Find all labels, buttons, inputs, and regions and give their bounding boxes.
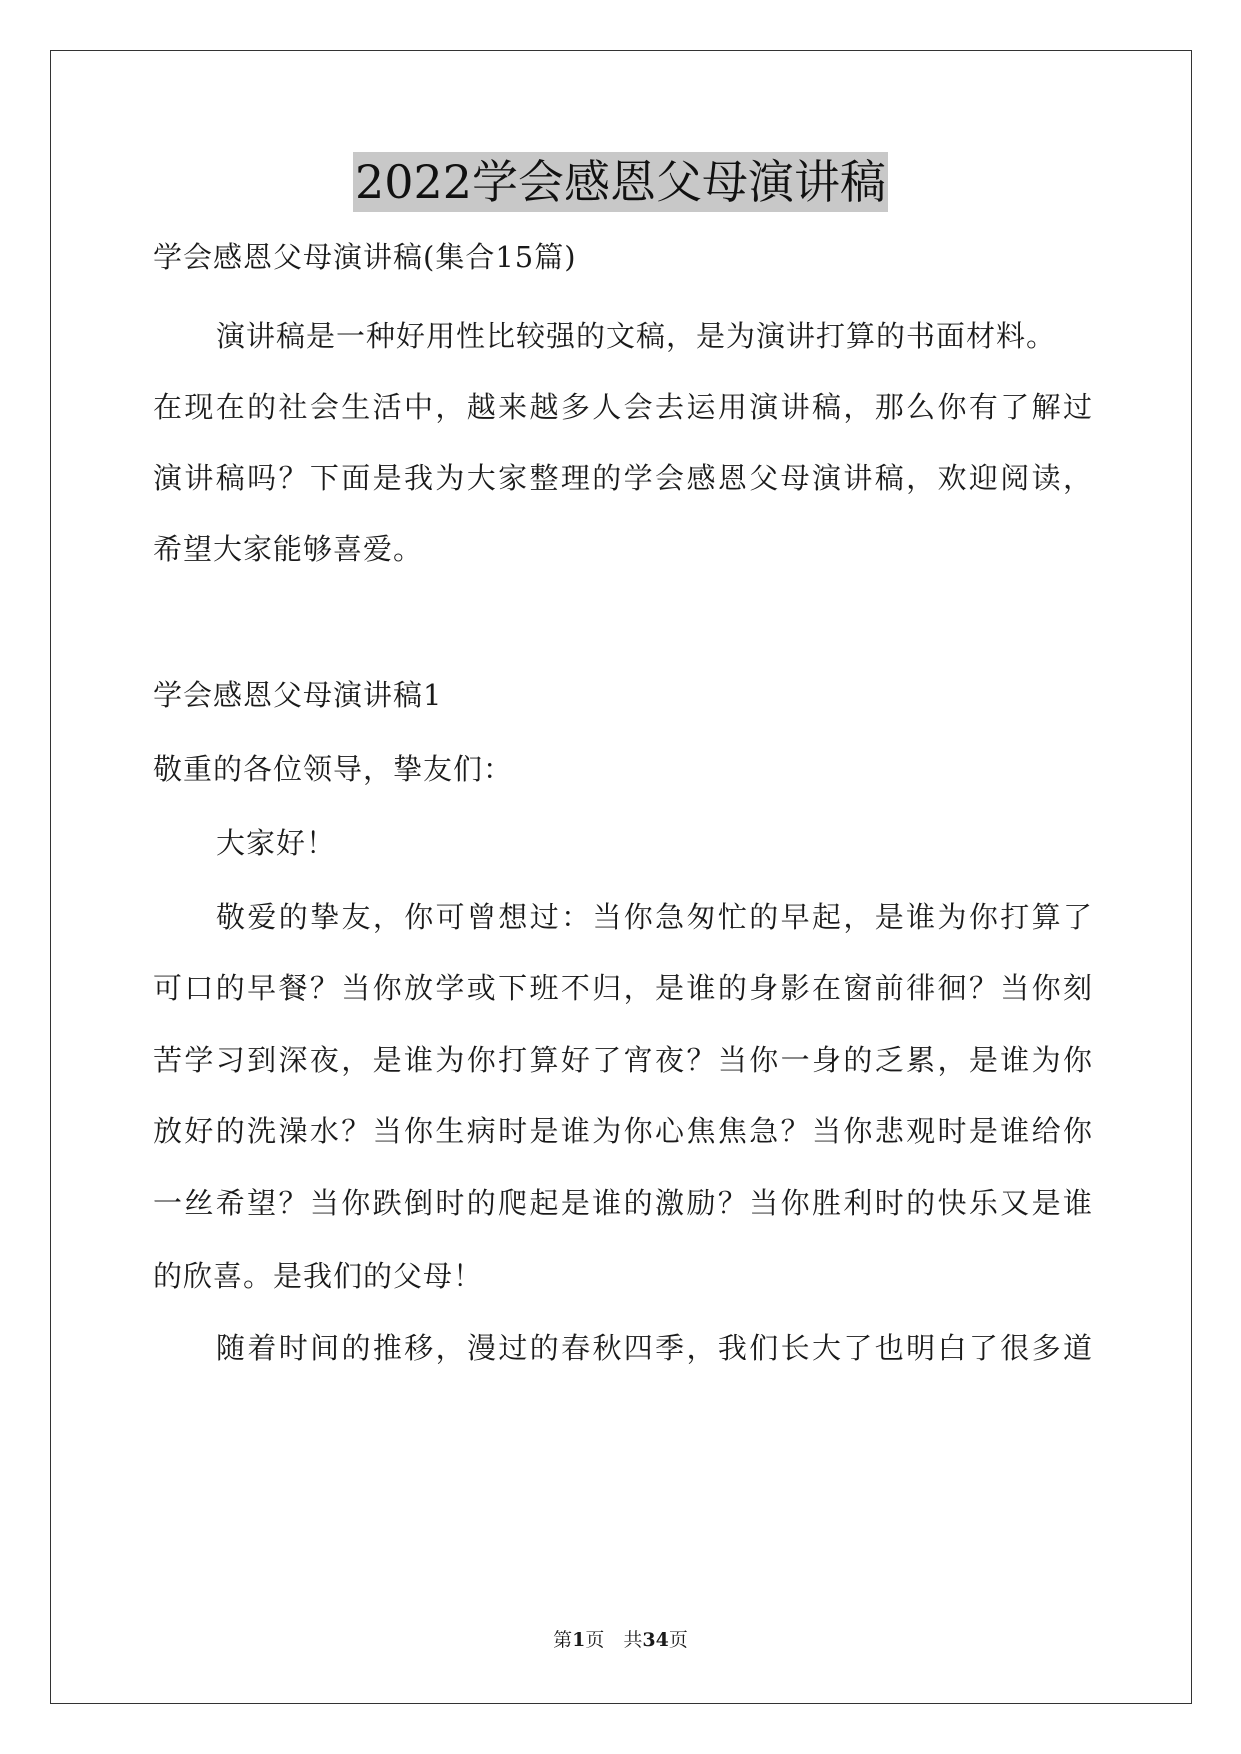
- title-container: [0, 152, 1241, 212]
- salutation-line: 敬重的各位领导，挚友们：: [153, 752, 514, 786]
- document-title: 2022学会感恩父母演讲稿: [353, 152, 888, 212]
- total-page-number: 34: [642, 1629, 669, 1651]
- page-border: [50, 50, 1192, 1704]
- paragraph-line: 演讲稿吗？下面是我为大家整理的学会感恩父母演讲稿，欢迎阅读，: [153, 461, 1093, 495]
- paragraph-line: 希望大家能够喜爱。: [153, 532, 424, 566]
- current-page-number: 1: [572, 1629, 586, 1651]
- footer-mid: 页 共: [585, 1629, 643, 1651]
- footer-suffix: 页: [668, 1629, 688, 1651]
- paragraph-line: 苦学习到深夜，是谁为你打算好了宵夜？当你一身的乏累，是谁为你: [153, 1043, 1093, 1077]
- subtitle-line: 学会感恩父母演讲稿(集合15篇): [153, 240, 577, 274]
- page-footer: [0, 1628, 1241, 1652]
- paragraph-line: 随着时间的推移，漫过的春秋四季，我们长大了也明白了很多道: [216, 1331, 1093, 1365]
- greeting-line: 大家好！: [216, 826, 337, 860]
- section-heading: 学会感恩父母演讲稿1: [153, 678, 443, 712]
- paragraph-line: 敬爱的挚友，你可曾想过：当你急匆忙的早起，是谁为你打算了: [216, 900, 1093, 934]
- paragraph-line: 放好的洗澡水？当你生病时是谁为你心焦焦急？当你悲观时是谁给你: [153, 1114, 1093, 1148]
- paragraph-line: 在现在的社会生活中，越来越多人会去运用演讲稿，那么你有了解过: [153, 390, 1093, 424]
- paragraph-line: 演讲稿是一种好用性比较强的文稿，是为演讲打算的书面材料。: [216, 319, 1057, 353]
- footer-prefix: 第: [553, 1629, 573, 1651]
- paragraph-line: 的欣喜。是我们的父母！: [153, 1259, 484, 1293]
- paragraph-line: 可口的早餐？当你放学或下班不归，是谁的身影在窗前徘徊？当你刻: [153, 971, 1093, 1005]
- paragraph-line: 一丝希望？当你跌倒时的爬起是谁的激励？当你胜利时的快乐又是谁: [153, 1186, 1093, 1220]
